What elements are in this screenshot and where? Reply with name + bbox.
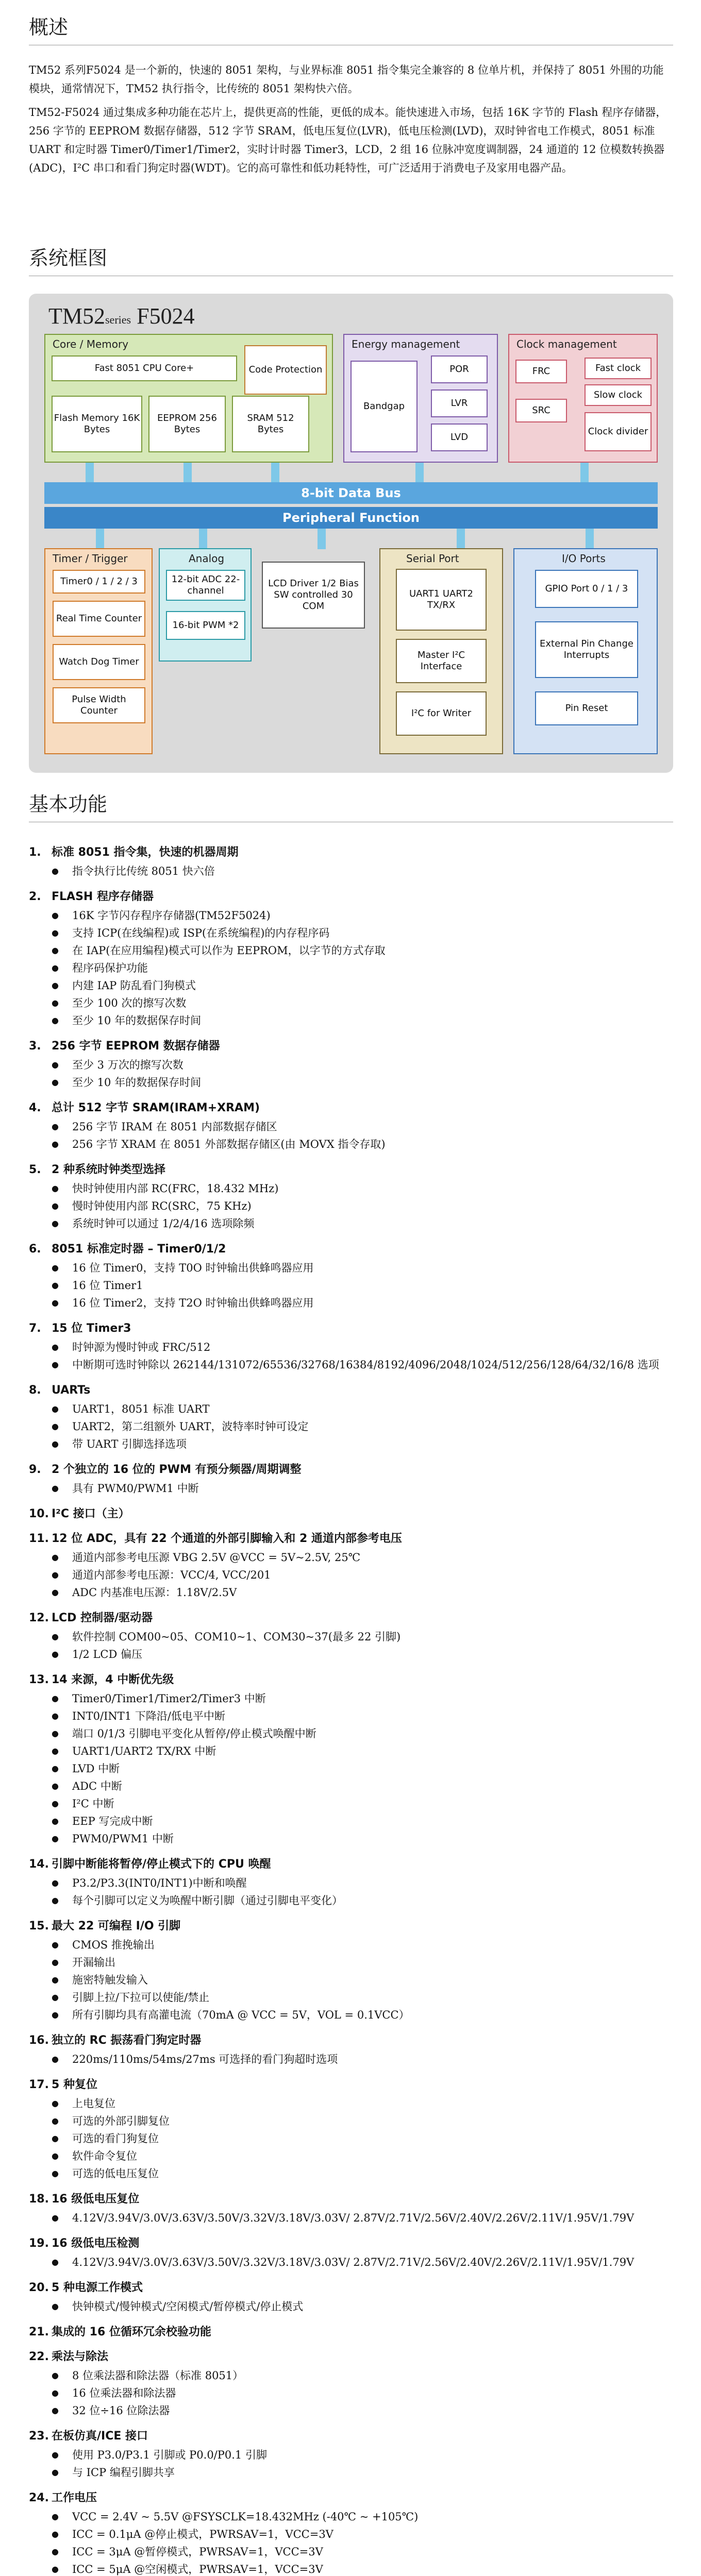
feature-title-text: 16 级低电压检测 (52, 2237, 140, 2250)
feature-bullet: ● 快时钟使用内部 RC(FRC，18.432 MHz) (52, 1180, 673, 1197)
feature-item (29, 2325, 673, 2340)
i2c-writer-block: I²C for Writer (396, 691, 487, 736)
feature-bullet: ● 引脚上拉/下拉可以使能/禁止 (52, 1989, 673, 2006)
feature-sublist (29, 907, 673, 1029)
feature-title (29, 1039, 673, 1054)
feature-item (29, 1672, 673, 1848)
src-block: SRC (515, 399, 567, 422)
feature-item (29, 845, 673, 880)
feature-sublist (29, 2508, 673, 2576)
feature-sublist (29, 1259, 673, 1312)
feature-title (29, 889, 673, 905)
feature-number: 4. (29, 1101, 41, 1114)
external-pin-change-block: External Pin Change Interrupts (535, 621, 638, 678)
fast-clock-block: Fast clock (585, 358, 652, 379)
feature-title-text: 15 位 Timer3 (52, 1322, 131, 1335)
feature-sublist (29, 2446, 673, 2481)
bus-stub (457, 529, 465, 549)
feature-bullet: ● 上电复位 (52, 2095, 673, 2112)
feature-number: 17. (29, 2078, 49, 2091)
overview-paragraph-2: TM52-F5024 通过集成多种功能在芯片上，提供更高的性能，更低的成本。能快速进入市场，包括 16K 字节的 Flash 程序存储器，256 字节的 EEPROM 数据存储器，512 字节 SRAM，低电压复位(LVR)，低电压检测(LVD)，双时钟省电工作模式，8051 标准 UART 和定时器 Timer0/Timer1/Timer2，实时计时器 Timer3，LCD，2 组 16 位脉冲宽度调制器，24 通道的 12 位模数转换器(ADC)，I²C 串口和看门狗定时器(WDT)。它的高可靠性和低功耗特性，可广泛适用于消费电子及家用电器产品。 (29, 106, 667, 174)
feature-bullet: ● ICC = 0.1μA @停止模式，PWRSAV=1，VCC=3V (52, 2526, 673, 2543)
feature-title (29, 1383, 673, 1398)
analog-group (159, 548, 252, 662)
feature-bullet: ● 指令执行比传统 8051 快六倍 (52, 862, 673, 880)
feature-bullet: ● 软件控制 COM00~05、COM10~1、COM30~37(最多 22 引脚) (52, 1628, 673, 1646)
feature-number: 5. (29, 1163, 41, 1176)
feature-sublist (29, 1874, 673, 1909)
clock-management-title: Clock management (516, 338, 617, 350)
feature-number: 10. (29, 1507, 49, 1520)
feature-number: 6. (29, 1243, 41, 1256)
overview-heading: 概述 (29, 16, 69, 39)
feature-bullet: ● 至少 10 年的数据保存时间 (52, 1012, 673, 1029)
feature-bullet: ● 开漏输出 (52, 1954, 673, 1971)
feature-bullet: ● ICC = 5μA @空闲模式，PWRSAV=1，VCC=3V (52, 2561, 673, 2576)
clock-divider-block: Clock divider (585, 412, 652, 451)
flash-block: Flash Memory 16K Bytes (52, 396, 142, 452)
overview-paragraph-1: TM52 系列F5024 是一个新的，快速的 8051 架构，与业界标准 8051 指令集完全兼容的 8 位单片机，并保持了 8051 外围的功能模块，通常情况下，TM52 执行指令，比传统的 8051 架构快六倍。 (29, 64, 664, 95)
feature-number: 22. (29, 2350, 49, 2363)
feature-sublist (29, 1480, 673, 1497)
feature-sublist (29, 1180, 673, 1232)
feature-bullet: ● INT0/INT1 下降沿/低电平中断 (52, 1707, 673, 1725)
feature-item (29, 2490, 673, 2576)
feature-item (29, 2033, 673, 2068)
io-ports-group (513, 548, 658, 754)
feature-bullet: ● 程序码保护功能 (52, 959, 673, 977)
feature-number: 9. (29, 1463, 41, 1476)
lvr-block: LVR (431, 389, 488, 417)
feature-title-text: 2 种系统时钟类型选择 (52, 1163, 165, 1176)
slow-clock-block: Slow clock (585, 384, 652, 406)
analog-title: Analog (189, 552, 225, 565)
feature-bullet: ● 可选的低电压复位 (52, 2165, 673, 2182)
diagram-section (29, 242, 673, 276)
feature-bullet: ● ICC = 3μA @暂停模式，PWRSAV=1，VCC=3V (52, 2543, 673, 2561)
cpu-block: Fast 8051 CPU Core+ (52, 355, 237, 381)
feature-title-text: 16 级低电压复位 (52, 2193, 140, 2206)
feature-sublist (29, 2050, 673, 2068)
feature-title (29, 845, 673, 860)
feature-bullet: ● Timer0/Timer1/Timer2/Timer3 中断 (52, 1690, 673, 1707)
bus-stub (96, 529, 104, 549)
feature-sublist (29, 2367, 673, 2419)
feature-title-text: I²C 接口（主） (52, 1507, 130, 1520)
feature-item (29, 889, 673, 1029)
feature-title-text: 2 个独立的 16 位的 PWM 有预分频器/周期调整 (52, 1463, 302, 1476)
feature-title-text: 在板仿真/ICE 接口 (52, 2430, 148, 2443)
bus-stub (415, 463, 424, 483)
lvd-block: LVD (431, 423, 488, 451)
feature-bullet: ● 中断期可选时钟除以 262144/131072/65536/32768/16384/8192/4096/2048/1024/512/256/128/64/32/16/8 选项 (52, 1356, 673, 1374)
feature-number: 11. (29, 1532, 49, 1545)
feature-title-text: 8051 标准定时器 – Timer0/1/2 (52, 1243, 226, 1256)
feature-bullet: ● 4.12V/3.94V/3.0V/3.63V/3.50V/3.32V/3.18V/3.03V/ 2.87V/2.71V/2.56V/2.40V/2.26V/2.11V/1.95V/1.79V (52, 2209, 673, 2227)
feature-number: 20. (29, 2281, 49, 2294)
feature-title-text: LCD 控制器/驱动器 (52, 1612, 153, 1624)
bus-stub (199, 529, 207, 549)
feature-title-text: 引脚中断能将暂停/停止模式下的 CPU 唤醒 (52, 1858, 271, 1871)
frc-block: FRC (515, 360, 567, 383)
feature-bullet: ● I²C 中断 (52, 1795, 673, 1812)
por-block: POR (431, 355, 488, 383)
feature-item (29, 1506, 673, 1522)
feature-item (29, 2429, 673, 2481)
feature-sublist (29, 2298, 673, 2315)
feature-bullet: ● 软件命令复位 (52, 2147, 673, 2165)
feature-title (29, 2077, 673, 2093)
feature-bullet: ● 每个引脚可以定义为唤醒中断引脚（通过引脚电平变化） (52, 1892, 673, 1909)
energy-management-group (343, 334, 498, 463)
feature-sublist (29, 1549, 673, 1601)
feature-item (29, 1100, 673, 1153)
feature-item (29, 2192, 673, 2227)
bus-stub (580, 463, 589, 483)
feature-title (29, 1611, 673, 1626)
feature-number: 7. (29, 1322, 41, 1335)
feature-bullet: ● 32 位÷16 位除法器 (52, 2402, 673, 2419)
feature-bullet: ● 1/2 LCD 偏压 (52, 1646, 673, 1663)
feature-item (29, 1242, 673, 1312)
feature-number: 23. (29, 2430, 49, 2443)
feature-bullet: ● 慢时钟使用内部 RC(SRC，75 KHz) (52, 1197, 673, 1215)
feature-title-text: UARTs (52, 1384, 91, 1397)
feature-title-text: 256 字节 EEPROM 数据存储器 (52, 1040, 220, 1053)
feature-item (29, 1039, 673, 1091)
feature-title (29, 1672, 673, 1688)
feature-bullet: ● 220ms/110ms/54ms/27ms 可选择的看门狗超时选项 (52, 2050, 673, 2068)
features-heading: 基本功能 (29, 793, 108, 816)
timer0123-block: Timer0 / 1 / 2 / 3 (53, 570, 145, 594)
code-protection-block: Code Protection (244, 345, 327, 395)
feature-title-text: 最大 22 可编程 I/O 引脚 (52, 1920, 181, 1933)
feature-bullet: ● 16 位乘法器和除法器 (52, 2384, 673, 2402)
feature-title (29, 1531, 673, 1547)
feature-title (29, 1506, 673, 1522)
peripheral-function-bus: Peripheral Function (44, 507, 658, 529)
feature-title (29, 2033, 673, 2048)
lcd-driver-block: LCD Driver 1/2 Bias SW controlled 30 COM (262, 562, 365, 629)
core-memory-group (44, 334, 333, 463)
feature-title (29, 2349, 673, 2365)
feature-title-text: 12 位 ADC，具有 22 个通道的外部引脚输入和 2 通道内部参考电压 (52, 1532, 402, 1545)
pulse-width-counter-block: Pulse Width Counter (53, 687, 145, 723)
feature-title (29, 2192, 673, 2207)
data-bus: 8-bit Data Bus (44, 482, 658, 504)
i2c-master-block: Master I²C Interface (396, 639, 487, 683)
feature-title (29, 2429, 673, 2444)
rtc-block: Real Time Counter (53, 601, 145, 637)
feature-title (29, 1321, 673, 1336)
feature-number: 14. (29, 1858, 49, 1871)
feature-bullet: ● 系统时钟可以通过 1/2/4/16 选项除频 (52, 1215, 673, 1232)
feature-title (29, 2490, 673, 2506)
feature-sublist (29, 1690, 673, 1848)
feature-number: 21. (29, 2326, 49, 2338)
feature-title (29, 1100, 673, 1116)
feature-bullet: ● 可选的外部引脚复位 (52, 2112, 673, 2130)
feature-item (29, 1383, 673, 1453)
feature-bullet: ● VCC = 2.4V ~ 5.5V @FSYSCLK=18.432MHz (-40℃ ~ +105℃) (52, 2508, 673, 2526)
feature-bullet: ● 支持 ICP(在线编程)或 ISP(在系统编程)的内存程序码 (52, 924, 673, 942)
feature-item (29, 1857, 673, 1909)
diagram-title: TM52series F5024 (48, 303, 195, 329)
serial-port-group (379, 548, 503, 754)
feature-bullet: ● 至少 3 万次的擦写次数 (52, 1056, 673, 1074)
feature-bullet: ● 通道内部参考电压源：VCC/4, VCC/201 (52, 1566, 673, 1584)
feature-title-text: 独立的 RC 振荡看门狗定时器 (52, 2034, 202, 2047)
feature-bullet: ● ADC 中断 (52, 1777, 673, 1795)
feature-bullet: ● 16K 字节闪存程序存储器(TM52F5024) (52, 907, 673, 924)
feature-sublist (29, 1628, 673, 1663)
feature-bullet: ● 具有 PWM0/PWM1 中断 (52, 1480, 673, 1497)
feature-title (29, 2236, 673, 2251)
timer-trigger-title: Timer / Trigger (53, 552, 128, 565)
feature-title-text: 14 来源，4 中断优先级 (52, 1673, 174, 1686)
feature-bullet: ● 端口 0/1/3 引脚电平变化从暂停/停止模式唤醒中断 (52, 1725, 673, 1742)
feature-title (29, 2280, 673, 2296)
feature-sublist (29, 2095, 673, 2182)
feature-bullet: ● EEP 写完成中断 (52, 1812, 673, 1830)
feature-sublist (29, 1118, 673, 1153)
gpio-block: GPIO Port 0 / 1 / 3 (535, 570, 638, 608)
feature-title-text: 乘法与除法 (52, 2350, 109, 2363)
feature-bullet: ● 8 位乘法器和除法器（标准 8051） (52, 2367, 673, 2384)
feature-bullet: ● 16 位 Timer0，支持 T0O 时钟输出供蜂鸣器应用 (52, 1259, 673, 1277)
feature-bullet: ● 至少 10 年的数据保存时间 (52, 1074, 673, 1091)
feature-bullet: ● 4.12V/3.94V/3.0V/3.63V/3.50V/3.32V/3.18V/3.03V/ 2.87V/2.71V/2.56V/2.40V/2.26V/2.11V/1.95V/1.79V (52, 2253, 673, 2271)
feature-item (29, 1162, 673, 1232)
feature-bullet: ● 256 字节 XRAM 在 8051 外部数据存储区(由 MOVX 指令存取) (52, 1136, 673, 1153)
feature-bullet: ● CMOS 推挽输出 (52, 1936, 673, 1954)
feature-bullet: ● 使用 P3.0/P3.1 引脚或 P0.0/P0.1 引脚 (52, 2446, 673, 2464)
feature-bullet: ● 快钟模式/慢钟模式/空闲模式/暂停模式/停止模式 (52, 2298, 673, 2315)
feature-bullet: ● UART2，第二组额外 UART，波特率时钟可设定 (52, 1418, 673, 1435)
feature-bullet: ● UART1，8051 标准 UART (52, 1400, 673, 1418)
feature-sublist (29, 862, 673, 880)
feature-sublist (29, 2209, 673, 2227)
feature-title-text: 5 种电源工作模式 (52, 2281, 143, 2294)
feature-sublist (29, 1056, 673, 1091)
feature-number: 24. (29, 2492, 49, 2504)
feature-item (29, 1611, 673, 1663)
feature-title-text: 总计 512 字节 SRAM(IRAM+XRAM) (52, 1101, 260, 1114)
feature-title (29, 1919, 673, 1934)
feature-number: 18. (29, 2193, 49, 2206)
feature-bullet: ● 256 字节 IRAM 在 8051 内部数据存储区 (52, 1118, 673, 1136)
feature-title-text: 5 种复位 (52, 2078, 97, 2091)
overview-section (29, 11, 673, 177)
feature-bullet: ● 与 ICP 编程引脚共享 (52, 2464, 673, 2481)
feature-number: 2. (29, 890, 41, 903)
feature-bullet: ● 在 IAP(在应用编程)模式可以作为 EEPROM，以字节的方式存取 (52, 942, 673, 959)
feature-number: 1. (29, 846, 41, 859)
feature-bullet: ● 时钟源为慢时钟或 FRC/512 (52, 1338, 673, 1356)
diagram-heading: 系统框图 (29, 247, 108, 269)
feature-bullet: ● 施密特触发输入 (52, 1971, 673, 1989)
feature-title (29, 1462, 673, 1478)
feature-item (29, 1321, 673, 1374)
feature-number: 3. (29, 1040, 41, 1053)
feature-number: 8. (29, 1384, 41, 1397)
bus-stub (318, 529, 326, 549)
feature-bullet: ● 通道内部参考电压源 VBG 2.5V @VCC = 5V~2.5V, 25℃ (52, 1549, 673, 1566)
watchdog-block: Watch Dog Timer (53, 644, 145, 680)
feature-bullet: ● 可选的看门狗复位 (52, 2130, 673, 2147)
feature-title-text: FLASH 程序存储器 (52, 890, 154, 903)
feature-item (29, 2077, 673, 2182)
bus-stub (86, 463, 94, 483)
bus-stub (271, 463, 279, 483)
bandgap-block: Bandgap (350, 361, 418, 452)
feature-sublist (29, 2253, 673, 2271)
feature-bullet: ● 16 位 Timer2，支持 T2O 时钟输出供蜂鸣器应用 (52, 1294, 673, 1312)
feature-number: 16. (29, 2034, 49, 2047)
feature-title (29, 1857, 673, 1872)
adc-block: 12-bit ADC 22-channel (166, 570, 245, 601)
eeprom-block: EEPROM 256 Bytes (148, 396, 226, 452)
bus-stub (183, 463, 192, 483)
bus-stub (586, 529, 594, 549)
pwm-block: 16-bit PWM *2 (166, 611, 245, 640)
feature-number: 12. (29, 1612, 49, 1624)
io-ports-title: I/O Ports (562, 552, 606, 565)
feature-bullet: ● 16 位 Timer1 (52, 1277, 673, 1294)
feature-item (29, 2349, 673, 2419)
feature-bullet: ● UART1/UART2 TX/RX 中断 (52, 1742, 673, 1760)
feature-title-text: 集成的 16 位循环冗余校验功能 (52, 2326, 211, 2338)
feature-number: 13. (29, 1673, 49, 1686)
feature-item (29, 1531, 673, 1601)
feature-item (29, 1462, 673, 1497)
feature-title (29, 2325, 673, 2340)
feature-list (29, 845, 673, 2576)
timer-trigger-group (44, 548, 153, 754)
sram-block: SRAM 512 Bytes (232, 396, 309, 452)
features-section (29, 788, 673, 822)
pin-reset-block: Pin Reset (535, 691, 638, 725)
serial-port-title: Serial Port (406, 552, 459, 565)
feature-sublist (29, 1936, 673, 2024)
feature-bullet: ● 所有引脚均具有高灌电流（70mA @ VCC = 5V，VOL = 0.1VCC） (52, 2006, 673, 2024)
core-memory-title: Core / Memory (53, 338, 129, 350)
feature-title-text: 工作电压 (52, 2492, 97, 2504)
feature-item (29, 2280, 673, 2315)
feature-bullet: ● 至少 100 次的擦写次数 (52, 994, 673, 1012)
feature-bullet: ● 内建 IAP 防乱看门狗模式 (52, 977, 673, 994)
feature-title-text: 标准 8051 指令集，快速的机器周期 (52, 846, 239, 859)
feature-sublist (29, 1338, 673, 1374)
feature-number: 15. (29, 1920, 49, 1933)
feature-number: 19. (29, 2237, 49, 2250)
feature-bullet: ● PWM0/PWM1 中断 (52, 1830, 673, 1848)
feature-bullet: ● P3.2/P3.3(INT0/INT1)中断和唤醒 (52, 1874, 673, 1892)
feature-title (29, 1242, 673, 1257)
clock-management-group (508, 334, 658, 463)
feature-item (29, 1919, 673, 2024)
uart-block: UART1 UART2 TX/RX (396, 569, 487, 631)
energy-management-title: Energy management (352, 338, 460, 350)
feature-bullet: ● 带 UART 引脚选择选项 (52, 1435, 673, 1453)
feature-bullet: ● ADC 内基准电压源：1.18V/2.5V (52, 1584, 673, 1601)
block-diagram (29, 294, 673, 773)
feature-bullet: ● LVD 中断 (52, 1760, 673, 1777)
feature-sublist (29, 1400, 673, 1453)
feature-title (29, 1162, 673, 1178)
feature-item (29, 2236, 673, 2271)
